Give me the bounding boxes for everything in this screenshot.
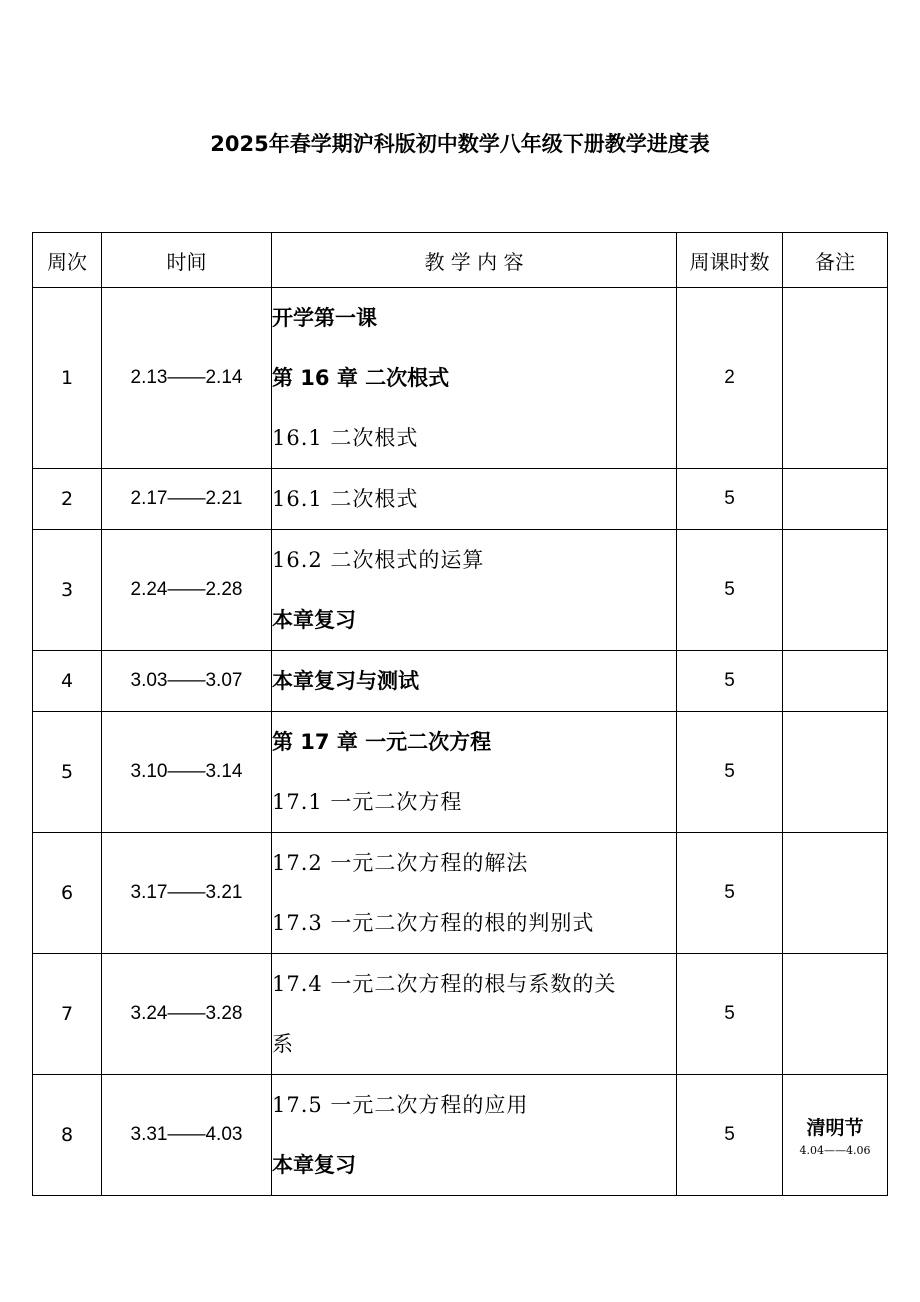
holiday-note: 清明节 bbox=[806, 1117, 864, 1139]
content-line: 16.1 二次根式 bbox=[272, 426, 419, 450]
content-line: 开学第一课 bbox=[272, 306, 377, 330]
notes-cell bbox=[783, 469, 888, 530]
content-line: 17.3 一元二次方程的根的判别式 bbox=[272, 911, 595, 935]
time-cell: 3.10——3.14 bbox=[102, 712, 272, 833]
time-cell: 3.03——3.07 bbox=[102, 651, 272, 712]
content-cell bbox=[272, 833, 677, 954]
schedule-table bbox=[32, 232, 888, 1196]
notes-cell bbox=[783, 833, 888, 954]
week-cell: 2 bbox=[33, 469, 102, 530]
content-cell bbox=[272, 469, 677, 530]
hours-cell: 5 bbox=[677, 651, 783, 712]
table-row bbox=[33, 651, 888, 712]
table-row bbox=[33, 954, 888, 1075]
content-line: 17.2 一元二次方程的解法 bbox=[272, 851, 529, 875]
table-row bbox=[33, 712, 888, 833]
header-week: 周次 bbox=[33, 233, 102, 288]
content-line: 17.5 一元二次方程的应用 bbox=[272, 1093, 529, 1117]
notes-cell bbox=[783, 651, 888, 712]
hours-cell: 5 bbox=[677, 1075, 783, 1196]
header-hours: 周课时数 bbox=[677, 233, 783, 288]
hours-cell: 5 bbox=[677, 530, 783, 651]
content-cell bbox=[272, 288, 677, 469]
week-cell: 4 bbox=[33, 651, 102, 712]
table-row bbox=[33, 833, 888, 954]
time-cell: 2.24——2.28 bbox=[102, 530, 272, 651]
content-line: 16.1 二次根式 bbox=[272, 487, 419, 511]
hours-cell: 2 bbox=[677, 288, 783, 469]
notes-cell bbox=[783, 1075, 888, 1196]
notes-cell bbox=[783, 712, 888, 833]
header-notes: 备注 bbox=[783, 233, 888, 288]
content-line: 本章复习 bbox=[272, 608, 356, 632]
content-cell bbox=[272, 954, 677, 1075]
table-header-row bbox=[33, 233, 888, 288]
content-line: 16.2 二次根式的运算 bbox=[272, 548, 485, 572]
notes-cell bbox=[783, 954, 888, 1075]
content-line: 系 bbox=[272, 1032, 294, 1056]
week-cell: 7 bbox=[33, 954, 102, 1075]
week-cell: 5 bbox=[33, 712, 102, 833]
time-cell: 3.24——3.28 bbox=[102, 954, 272, 1075]
content-line: 本章复习与测试 bbox=[272, 669, 419, 693]
content-cell bbox=[272, 1075, 677, 1196]
time-cell: 3.17——3.21 bbox=[102, 833, 272, 954]
table-row bbox=[33, 530, 888, 651]
content-cell bbox=[272, 712, 677, 833]
week-cell: 1 bbox=[33, 288, 102, 469]
content-line: 本章复习 bbox=[272, 1153, 356, 1177]
table-row bbox=[33, 1075, 888, 1196]
holiday-dates: 4.04——4.06 bbox=[799, 1144, 871, 1157]
content-line: 第 17 章 一元二次方程 bbox=[272, 730, 492, 754]
time-cell: 3.31——4.03 bbox=[102, 1075, 272, 1196]
page-title: 2025年春学期沪科版初中数学八年级下册教学进度表 bbox=[210, 132, 710, 156]
hours-cell: 5 bbox=[677, 712, 783, 833]
time-cell: 2.13——2.14 bbox=[102, 288, 272, 469]
notes-cell bbox=[783, 530, 888, 651]
hours-cell: 5 bbox=[677, 954, 783, 1075]
week-cell: 3 bbox=[33, 530, 102, 651]
content-cell bbox=[272, 651, 677, 712]
content-cell bbox=[272, 530, 677, 651]
hours-cell: 5 bbox=[677, 833, 783, 954]
week-cell: 8 bbox=[33, 1075, 102, 1196]
content-line: 第 16 章 二次根式 bbox=[272, 366, 450, 390]
week-cell: 6 bbox=[33, 833, 102, 954]
header-time: 时间 bbox=[102, 233, 272, 288]
notes-cell bbox=[783, 288, 888, 469]
table-row bbox=[33, 288, 888, 469]
table-row bbox=[33, 469, 888, 530]
header-content: 教 学 内 容 bbox=[272, 233, 677, 288]
hours-cell: 5 bbox=[677, 469, 783, 530]
time-cell: 2.17——2.21 bbox=[102, 469, 272, 530]
content-line: 17.4 一元二次方程的根与系数的关 bbox=[272, 972, 617, 996]
content-line: 17.1 一元二次方程 bbox=[272, 790, 463, 814]
